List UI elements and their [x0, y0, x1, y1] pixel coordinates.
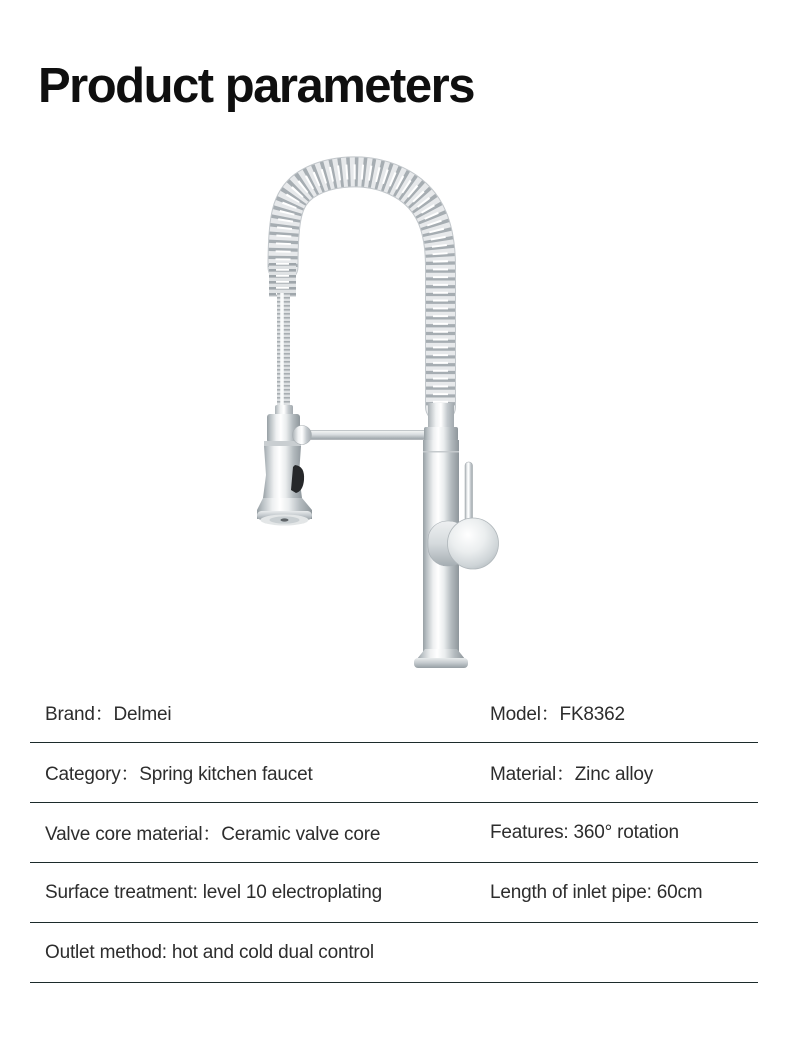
spec-cell-right: Model：FK8362 [490, 704, 625, 725]
spec-cell-right: Material：Zinc alloy [490, 764, 654, 785]
spec-cell-left: Valve core material：Ceramic valve core [45, 824, 381, 845]
product-image [185, 155, 525, 675]
base [414, 658, 468, 668]
spec-table [30, 683, 758, 983]
spec-row [30, 683, 758, 743]
spec-row [30, 863, 758, 923]
handle-knob [448, 518, 499, 569]
spec-cell-left: Outlet method: hot and cold dual control [45, 941, 374, 963]
spring-coil [283, 172, 441, 407]
spec-cell-left: Brand：Delmei [45, 704, 172, 725]
handle-lever [465, 462, 473, 526]
spec-cell-left: Surface treatment: level 10 electroplating [45, 881, 382, 903]
faucet-illustration [185, 155, 525, 675]
pull-down-hose [282, 293, 284, 415]
spray-head [257, 405, 312, 526]
bar-pivot-dome [293, 426, 312, 445]
spec-cell-right: Length of inlet pipe: 60cm [490, 881, 703, 903]
spec-row [30, 743, 758, 803]
spec-row [30, 923, 758, 983]
spec-cell-right: Features: 360° rotation [490, 821, 679, 843]
page-title: Product parameters [38, 59, 474, 113]
spray-head-clip [291, 465, 304, 493]
spec-cell-left: Category：Spring kitchen faucet [45, 764, 313, 785]
support-bar [297, 431, 443, 440]
spec-row [30, 803, 758, 863]
